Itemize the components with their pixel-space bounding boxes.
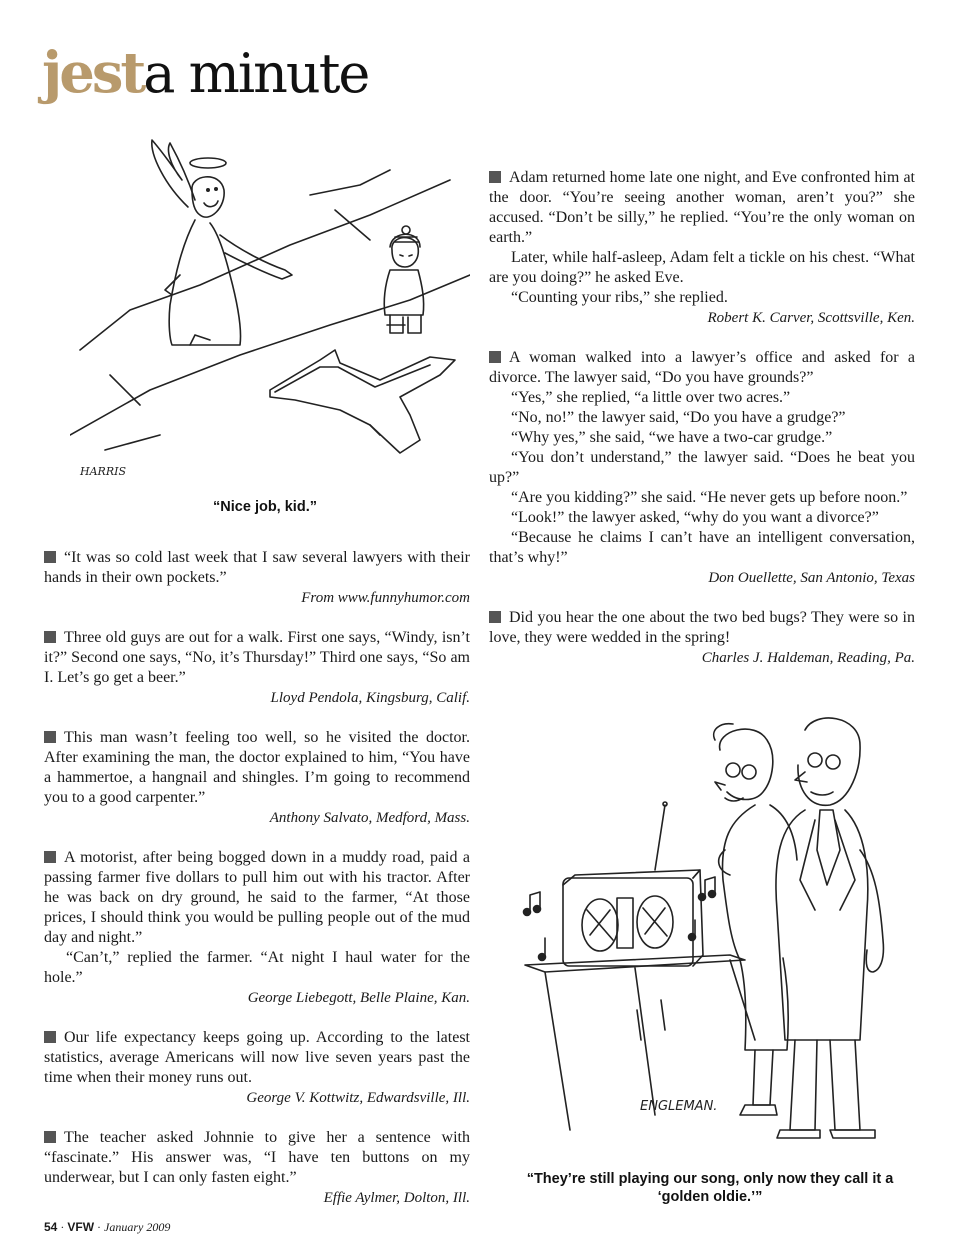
bullet-square bbox=[44, 631, 56, 643]
joke-text: “Yes,” she replied, “a little over two acres.” bbox=[511, 389, 791, 406]
masthead-jest: jest bbox=[42, 40, 144, 106]
bullet-square bbox=[44, 851, 56, 863]
joke-credit: Robert K. Carver, Scottsville, Ken. bbox=[707, 310, 915, 326]
joke-credit: Lloyd Pendola, Kingsburg, Calif. bbox=[270, 690, 470, 706]
publication-name: VFW bbox=[67, 1220, 95, 1234]
joke-text: “It was so cold last week that I saw several lawyers with their hands in their own pockets.” bbox=[44, 549, 470, 586]
left-column bbox=[44, 548, 470, 1208]
bullet-square bbox=[44, 731, 56, 743]
joke-divorce-lawyer bbox=[489, 348, 915, 588]
joke-text: The teacher asked Johnnie to give her a sentence with “fascinate.” His answer was, “I have ten buttons on my underwear, but I can only fasten eight.” bbox=[44, 1129, 470, 1186]
joke-text: Later, while half-asleep, Adam felt a tickle on his chest. “What are you doing?” he asked Eve. bbox=[489, 249, 915, 286]
joke-text: “Because he claims I can’t have an intelligent conversation, that’s why!” bbox=[489, 529, 915, 566]
couple-radio-cartoon bbox=[515, 710, 915, 1150]
footer-separator: · bbox=[97, 1220, 105, 1234]
angel-cartoon-caption-text: “Nice job, kid.” bbox=[213, 499, 317, 515]
right-column bbox=[489, 168, 915, 668]
bullet-square bbox=[489, 351, 501, 363]
joke-adam-eve bbox=[489, 168, 915, 328]
angel-cartoon bbox=[70, 135, 470, 485]
page-footer bbox=[44, 1220, 170, 1235]
joke-credit: George Liebegott, Belle Plaine, Kan. bbox=[247, 990, 470, 1006]
joke-text: “Why yes,” she said, “we have a two-car grudge.” bbox=[511, 429, 833, 446]
joke-credit: Anthony Salvato, Medford, Mass. bbox=[269, 810, 470, 826]
joke-credit: Don Ouellette, San Antonio, Texas bbox=[708, 570, 915, 586]
page-number: 54 bbox=[44, 1220, 58, 1234]
joke-text: A woman walked into a lawyer’s office and asked for a divorce. The lawyer said, “Do you have grounds?” bbox=[489, 349, 915, 386]
joke-credit: Charles J. Haldeman, Reading, Pa. bbox=[701, 650, 915, 666]
joke-fascinate bbox=[44, 1128, 470, 1208]
joke-text: “Can’t,” replied the farmer. “At night I haul water for the hole.” bbox=[44, 949, 470, 986]
joke-text: Adam returned home late one night, and Eve confronted him at the door. “You’re seeing another woman, aren’t you?” she accused. “Don’t be silly,” he replied. “You’re the only woman on earth.” bbox=[489, 169, 915, 246]
bullet-square bbox=[489, 611, 501, 623]
joke-text: “Look!” the lawyer asked, “why do you want a divorce?” bbox=[511, 509, 879, 526]
joke-muddy-road bbox=[44, 848, 470, 1008]
joke-credit: From www.funnyhumor.com bbox=[301, 590, 470, 606]
joke-three-old-guys bbox=[44, 628, 470, 708]
joke-text: A motorist, after being bogged down in a muddy road, paid a passing farmer five dollars to pull him out with his tractor. After he was back on dry ground, he said to the farmer, “At those prices, I should think you would be pulling people out of the mud day and night.” bbox=[44, 849, 470, 946]
joke-text: “No, no!” the lawyer said, “Do you have a grudge?” bbox=[511, 409, 846, 426]
joke-text: “Counting your ribs,” she replied. bbox=[511, 289, 728, 306]
joke-lawyers-pockets bbox=[44, 548, 470, 608]
couple-cartoon-caption-line1: “They’re still playing our song, only now they call it a bbox=[526, 1171, 894, 1187]
masthead bbox=[42, 40, 369, 106]
masthead-a-minute: a minute bbox=[143, 42, 369, 105]
joke-text: This man wasn’t feeling too well, so he visited the doctor. After examining the man, the doctor explained to him, “You have a hammertoe, a hangnail and shingles. I’m going to recommend you to a good carpenter.” bbox=[44, 729, 470, 806]
couple-cartoon-caption-line2: ‘golden oldie.’” bbox=[657, 1189, 763, 1205]
bullet-square bbox=[44, 551, 56, 563]
joke-doctor-carpenter bbox=[44, 728, 470, 828]
joke-text: “You don’t understand,” the lawyer said. “Does he beat you up?” bbox=[489, 449, 915, 486]
couple-cartoon-signature: ENGLEMAN. bbox=[640, 1099, 718, 1114]
angel-cartoon-drawing bbox=[70, 135, 470, 485]
footer-separator: · bbox=[60, 1220, 68, 1234]
joke-life-expectancy bbox=[44, 1028, 470, 1108]
joke-text: Did you hear the one about the two bed bugs? They were so in love, they were wedded in the spring! bbox=[489, 609, 915, 646]
issue-date: January 2009 bbox=[104, 1220, 171, 1234]
bullet-square bbox=[44, 1031, 56, 1043]
joke-credit: Effie Aylmer, Dolton, Ill. bbox=[323, 1190, 470, 1206]
joke-text: Our life expectancy keeps going up. According to the latest statistics, average Americans will now live seven years past the time when their money runs out. bbox=[44, 1029, 470, 1086]
angel-cartoon-caption bbox=[70, 498, 460, 516]
bullet-square bbox=[489, 171, 501, 183]
joke-credit: George V. Kottwitz, Edwardsville, Ill. bbox=[246, 1090, 470, 1106]
joke-text: Three old guys are out for a walk. First one says, “Windy, isn’t it?” Second one says, “No, it’s Thursday!” Third one says, “So am I. Let’s go get a beer.” bbox=[44, 629, 470, 686]
angel-cartoon-signature: HARRIS bbox=[80, 465, 126, 478]
joke-bed-bugs bbox=[489, 608, 915, 668]
couple-cartoon-caption bbox=[505, 1170, 915, 1206]
couple-radio-drawing bbox=[515, 710, 915, 1150]
bullet-square bbox=[44, 1131, 56, 1143]
joke-text: “Are you kidding?” she said. “He never gets up before noon.” bbox=[511, 489, 908, 506]
